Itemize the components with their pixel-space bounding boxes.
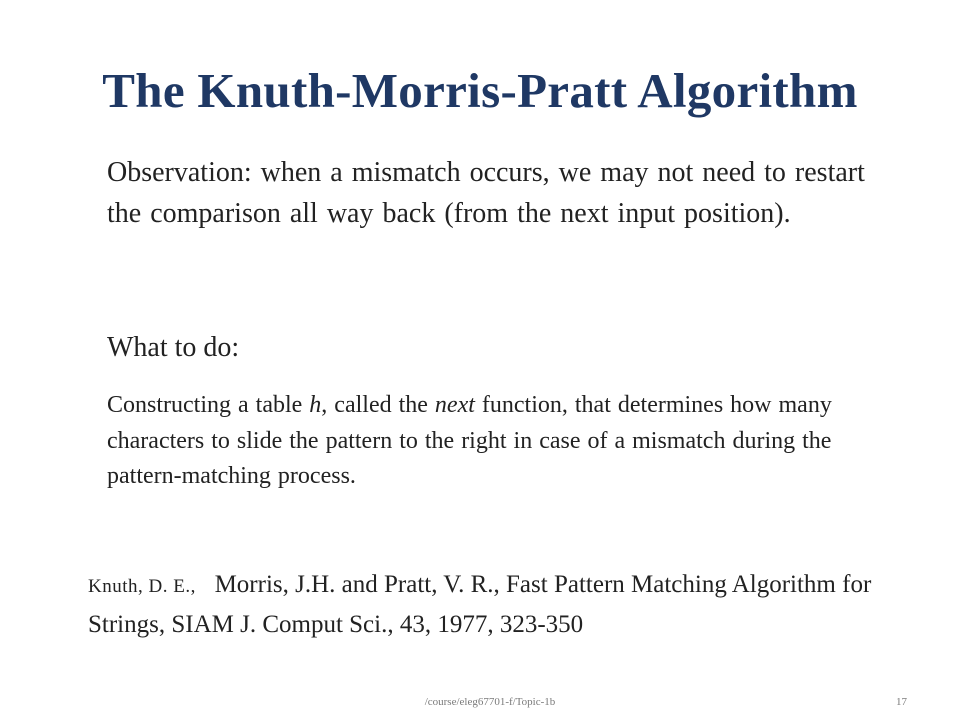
reference-citation: [88, 566, 918, 644]
observation-text: Observation: when a mismatch occurs, we may not need to restart the comparison all way back (from the next input position).: [107, 157, 865, 229]
constructing-paragraph: [107, 388, 867, 495]
next-function-term: next: [434, 392, 475, 418]
constructing-part3: function, that determines how many characters to slide the pattern to the right in case of a mismatch during the pattern-matching process.: [107, 392, 832, 489]
footer-page-number: 17: [896, 696, 907, 708]
constructing-part1: Constructing a table: [107, 392, 310, 418]
footer-course-path: /course/eleg67701-f/Topic-1b: [424, 696, 556, 708]
constructing-part2: , called the: [321, 392, 435, 418]
reference-rest: Morris, J.H. and Pratt, V. R., Fast Pattern Matching Algorithm for Strings, SIAM J. Comput Sci., 43, 1977, 323-350: [88, 571, 872, 638]
reference-first-author: Knuth, D. E.,: [88, 576, 196, 597]
slide-title: The Knuth-Morris-Pratt Algorithm: [102, 63, 858, 118]
what-to-do-heading: What to do:: [107, 332, 240, 363]
table-h-variable: h: [309, 392, 322, 418]
